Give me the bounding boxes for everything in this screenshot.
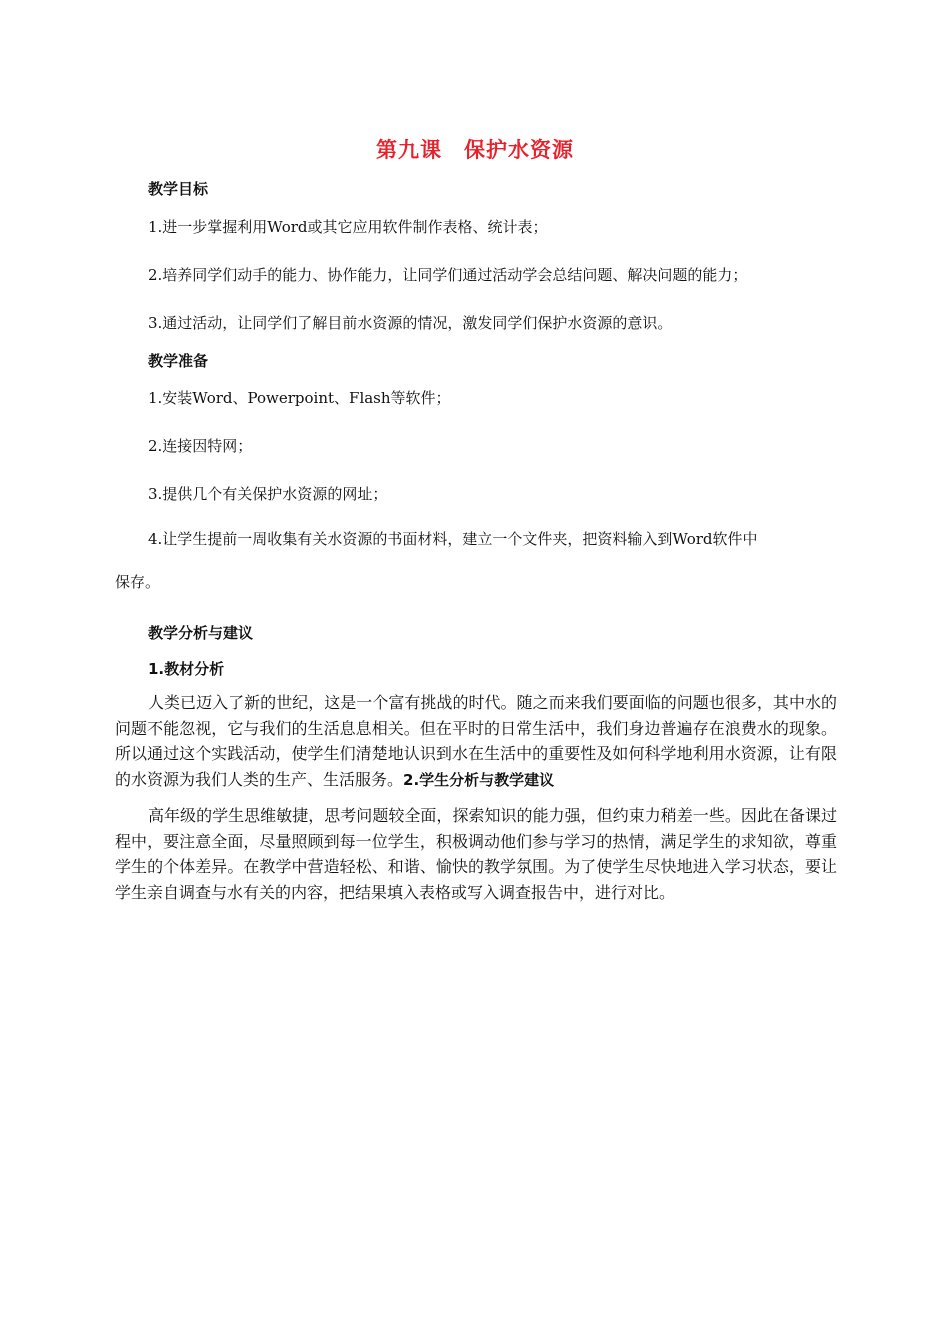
- paragraph-student-analysis: 高年级的学生思维敏捷，思考问题较全面，探索知识的能力强，但约束力稍差一些。因此在备课过程中，要注意全面，尽量照顾到每一位学生，积极调动他们参与学习的热情，满足学生的求知欲，尊重学生的个体差异。在教学中营造轻松、和谐、愉快的教学氛围。为了使学生尽快地进入学习状态，要让学生亲自调查与水有关的内容，把结果填入表格或写入调查报告中，进行对比。: [115, 806, 837, 902]
- paragraph-material-analysis: [115, 690, 837, 793]
- prep-item-2: 2.连接因特网；: [148, 437, 253, 455]
- section-heading-analysis: 教学分析与建议: [148, 624, 254, 642]
- prep-item-4-text: 4.让学生提前一周收集有关水资源的书面材料，建立一个文件夹，把资料输入到Word软件中: [148, 530, 758, 548]
- prep-item-1: 1.安装Word、Powerpoint、Flash等软件；: [148, 389, 451, 407]
- page-title: 第九课 保护水资源: [376, 138, 574, 162]
- section-heading-preparation: 教学准备: [148, 352, 209, 370]
- section-heading-goals: 教学目标: [148, 180, 209, 198]
- material-analysis-text: 人类已迈入了新的世纪，这是一个富有挑战的时代。随之而来我们要面临的问题也很多，其中水的问题不能忽视，它与我们的生活息息相关。但在平时的日常生活中，我们身边普遍存在浪费水的现象。所以通过这个实践活动，使学生们清楚地认识到水在生活中的重要性及如何科学地利用水资源，让有限的水资源为我们人类的生产、生活服务。: [115, 693, 837, 789]
- subsection-heading-material: 1.教材分析: [148, 660, 225, 678]
- prep-item-4: [115, 518, 838, 604]
- prep-item-4-continuation: 保存。: [115, 573, 161, 591]
- goal-item-1: 1.进一步掌握利用Word或其它应用软件制作表格、统计表；: [148, 218, 548, 236]
- goal-item-2: 2.培养同学们动手的能力、协作能力，让同学们通过活动学会总结问题、解决问题的能力；: [148, 266, 748, 284]
- subsection-heading-student: 2.学生分析与教学建议: [403, 770, 555, 789]
- prep-item-3: 3.提供几个有关保护水资源的网址；: [148, 485, 388, 503]
- goal-item-3: 3.通过活动，让同学们了解目前水资源的情况，激发同学们保护水资源的意识。: [148, 314, 673, 332]
